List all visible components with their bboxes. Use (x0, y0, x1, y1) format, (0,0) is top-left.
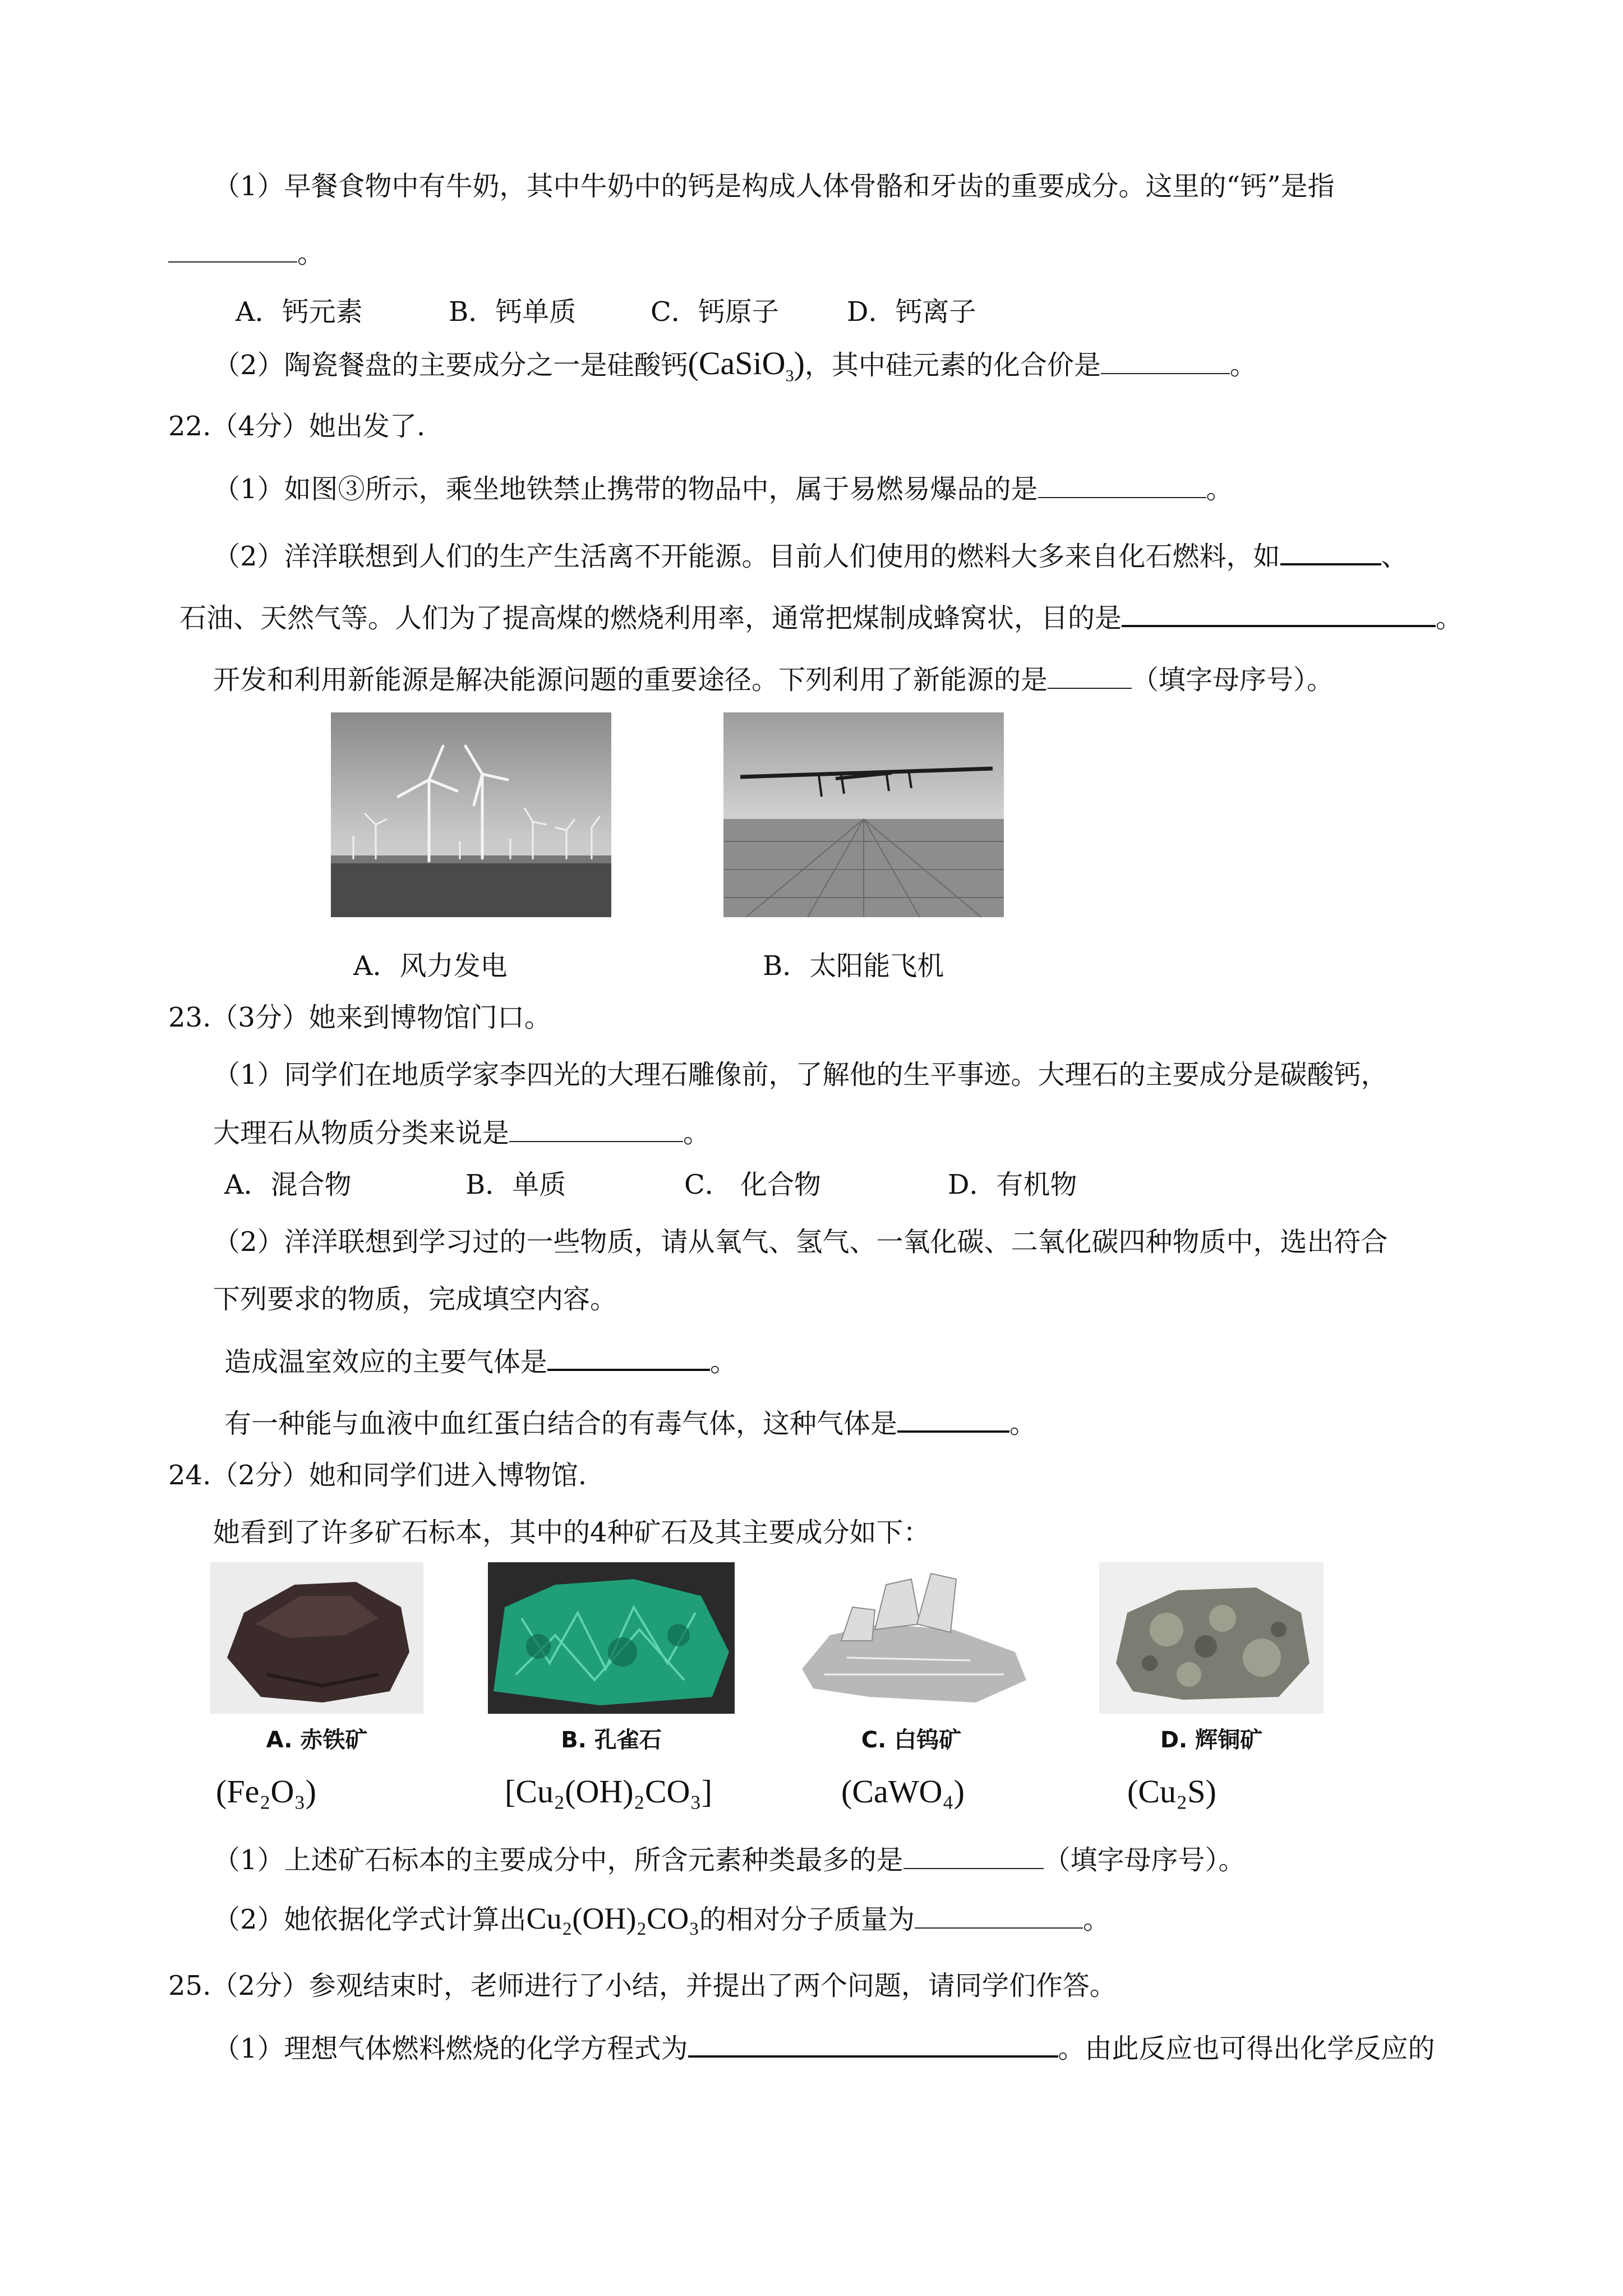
malachite-photo (488, 1562, 735, 1714)
q24-heading: 24.（2分）她和同学们进入博物馆. (168, 1460, 587, 1491)
q21-part1-text: （1）早餐食物中有牛奶，其中牛奶中的钙是构成人体骨骼和牙齿的重要成分。这里的“钙”是指 (213, 171, 1335, 202)
q23-heading: 23.（3分）她来到博物馆门口。 (168, 1002, 551, 1033)
mineral-d-formula: (Cu₂S) (1127, 1773, 1216, 1810)
q23-option-a: A．混合物 (224, 1169, 352, 1200)
q23-part2b-text: 下列要求的物质，完成填空内容。 (213, 1283, 617, 1315)
q24-part2-blank[interactable] (915, 1905, 1083, 1929)
q21-part1-answer-line (168, 236, 324, 272)
q24-part1-blank[interactable] (903, 1846, 1044, 1869)
q23-part1-blank[interactable] (509, 1119, 683, 1142)
q23-option-d: D．有机物 (948, 1169, 1077, 1200)
q21-part2-line: （2）陶瓷餐盘的主要成分之一是硅酸钙(CaSiO$_3$)，其中硅元素的化合价是 。 (213, 345, 1257, 385)
mineral-b-formula: [Cu₂(OH)₂CO₃] (505, 1773, 712, 1810)
q23-part3-line: 造成温室效应的主要气体是 。 (224, 1346, 737, 1378)
q21-formula: (CaSiO$_3$) (688, 345, 805, 385)
q23-part4-blank[interactable] (897, 1408, 1009, 1433)
q21-option-a: A．钙元素 (236, 296, 363, 328)
q23-part4-line: 有一种能与血液中血红蛋白结合的有毒气体，这种气体是 。 (224, 1408, 1037, 1439)
q22-part4-line: 开发和利用新能源是解决能源问题的重要途径。下列利用了新能源的是 （填字母序号）。 (213, 664, 1334, 696)
q21-part2-text: （2）陶瓷餐盘的主要成分之一是硅酸钙 (213, 349, 688, 381)
q21-option-d: D．钙离子 (847, 296, 976, 328)
q23-part1b-line: 大理石从物质分类来说是 。 (213, 1117, 711, 1149)
mineral-b-caption: B. 孔雀石 (561, 1727, 662, 1753)
solar-plane-photo (723, 712, 1004, 917)
q22-heading: 22.（4分）她出发了. (168, 411, 426, 442)
q23-part2-text: （2）洋洋联想到学习过的一些物质，请从氧气、氢气、一氧化碳、二氧化碳四种物质中，选出符合 (213, 1226, 1388, 1258)
mineral-c-formula: (CaWO₄) (841, 1773, 965, 1810)
q21-option-b: B．钙单质 (449, 296, 577, 328)
mineral-a-formula: (Fe₂O₃) (216, 1773, 316, 1810)
q22-part1-blank[interactable] (1038, 475, 1206, 498)
wind-power-photo (331, 712, 611, 917)
q22-part3-line: 石油、天然气等。人们为了提高煤的燃烧利用率，通常把煤制成蜂窝状，目的是 。 (179, 602, 1463, 634)
mineral-d-caption: D. 辉铜矿 (1160, 1727, 1263, 1753)
q23-part1-text: （1）同学们在地质学家李四光的大理石雕像前，了解他的生平事迹。大理石的主要成分是碳酸钙， (213, 1059, 1388, 1091)
q23-option-b: B．单质 (465, 1169, 566, 1200)
q21-part1-blank[interactable] (168, 239, 297, 263)
chalcocite-photo (1099, 1562, 1324, 1714)
q23-option-c: C． 化合物 (684, 1169, 821, 1200)
scheelite-photo (791, 1562, 1032, 1714)
q21-part1-end: 。 (297, 238, 325, 269)
solar-plane-caption: B．太阳能飞机 (763, 950, 944, 982)
q23-part3-blank[interactable] (547, 1346, 710, 1371)
q25-part1-line: （1）理想气体燃料燃烧的化学方程式为 。由此反应也可得出化学反应的 (213, 2033, 1435, 2064)
q21-part2-blank[interactable] (1101, 351, 1230, 374)
hematite-photo (210, 1562, 423, 1714)
q24-part1-line: （1）上述矿石标本的主要成分中，所含元素种类最多的是 （填字母序号）。 (213, 1844, 1246, 1876)
q22-part2-blank[interactable] (1280, 541, 1381, 565)
q24-part2-line: （2）她依据化学式计算出Cu₂(OH)₂CO₃的相对分子质量为 。 (213, 1902, 1110, 1935)
q24-formula: Cu₂(OH)₂CO₃ (526, 1902, 700, 1935)
q22-part4-blank[interactable] (1048, 665, 1132, 689)
q25-heading: 25.（2分）参观结束时，老师进行了小结，并提出了两个问题，请同学们作答。 (168, 1970, 1117, 2001)
q24-intro: 她看到了许多矿石标本，其中的4种矿石及其主要成分如下： (213, 1517, 930, 1548)
mineral-a-caption: A. 赤铁矿 (266, 1727, 368, 1753)
q22-part3-blank[interactable] (1122, 602, 1436, 627)
mineral-c-caption: C. 白钨矿 (861, 1727, 962, 1753)
q22-part1-line: （1）如图③所示，乘坐地铁禁止携带的物品中，属于易燃易爆品的是 。 (213, 473, 1233, 505)
q21-part2-text2: ，其中硅元素的化合价是 (804, 349, 1101, 381)
q25-part1-blank[interactable] (688, 2033, 1058, 2058)
q22-part2-line: （2）洋洋联想到人们的生产生活离不开能源。目前人们使用的燃料大多来自化石燃料，如 、 (213, 541, 1408, 572)
wind-power-caption: A．风力发电 (353, 950, 508, 982)
q21-option-c: C．钙原子 (651, 296, 779, 328)
